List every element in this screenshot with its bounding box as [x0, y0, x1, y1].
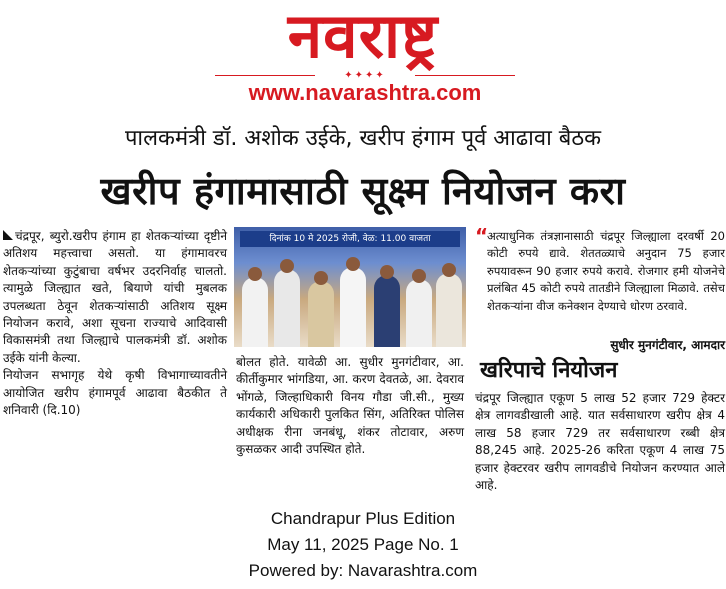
- sidebar-paragraph: चंद्रपूर जिल्ह्यात एकूण 5 लाख 52 हजार 729 हेक्टर क्षेत्र लागवडीखाली आहे. यात सर्वसाधारण खरीप क्षेत्र 4 लाख 58 हजार 729 तर सर्वसाधारण रब्बी क्षेत्र 88,245 आहे. 2025-26 करिता एकूण 4 लाख 75 हजार हेक्टरवर खरीप लागवडीचे नियोजन करण्यात आले आहे.: [475, 391, 725, 493]
- newspaper-logo: नवराष्ट्र: [287, 0, 439, 72]
- photo-person: [340, 267, 366, 347]
- article-headline: खरीप हंगामासाठी सूक्ष्म नियोजन करा: [100, 169, 626, 213]
- logo-line-right: [415, 75, 515, 76]
- photo-head: [412, 269, 426, 283]
- column-2-paragraph-1: बोलत होते. यावेळी आ. सुधीर मुनगंटीवार, आ. कीर्तीकुमार भांगडिया, आ. करण देवतळे, आ. देवराव भोंगळे, जिल्हाधिकारी विनय गौडा जी.सी., मुख्य कार्यकारी अधिकारी पुलकित सिंग, अतिरिक्त पोलिस अधीक्षक रीना जनबंधू, शंकर तोटावार, अरुण कुसळकर आदी उपस्थित होते.: [236, 355, 464, 457]
- edition-name: Chandrapur Plus Edition: [270, 509, 456, 528]
- photo-head: [346, 257, 360, 271]
- quote-mark-icon: “: [475, 224, 489, 248]
- photo-head: [314, 271, 328, 285]
- photo-person: [406, 279, 432, 347]
- column-1-paragraph-2: नियोजन सभागृह येथे कृषी विभागाच्यावतीने आयोजित खरीप हंगामपूर्व आढावा बैठकीत ते शनिवारी (दि.10): [3, 368, 227, 418]
- column-1-paragraph-1: [3, 228, 227, 367]
- photo-head: [380, 265, 394, 279]
- quote-text: अत्याधुनिक तंत्रज्ञानासाठी चंद्रपूर जिल्ह्याला दरवर्षी 20 कोटी रुपये द्यावे. शेततळ्याचे अनुदान 75 हजार रुपयावरून 90 हजार रुपये करावे. रोजगार हमी योजनेचे प्रलंबित 45 कोटी रुपये तातडीने जिल्ह्याला मिळावे. तसेच शेतकऱ्यांना वीज कनेक्शन देण्याचे धोरण ठरवावे.: [487, 229, 725, 313]
- bullet-arrow-icon: [3, 228, 13, 238]
- sidebar-body: [475, 390, 725, 494]
- article-column-1: [3, 228, 227, 419]
- photo-head: [280, 259, 294, 273]
- logo-stars: ✦✦✦✦: [344, 70, 386, 81]
- quote-author: सुधीर मुनगंटीवार, आमदार: [610, 338, 725, 352]
- edition-info: [0, 506, 726, 584]
- photo-person: [374, 275, 400, 347]
- sidebar-heading: खरिपाचे नियोजन: [480, 358, 618, 383]
- photo-head: [248, 267, 262, 281]
- article-column-2: [236, 354, 464, 458]
- logo-line-left: [215, 75, 315, 76]
- photo-banner: दिनांक 10 मे 2025 रोजी, वेळ: 11.00 वाजता: [240, 231, 460, 247]
- photo-person: [274, 269, 300, 347]
- masthead: [0, 0, 726, 118]
- meeting-photo: [234, 227, 466, 347]
- photo-person: [242, 277, 268, 347]
- photo-head: [442, 263, 456, 277]
- newspaper-url: www.navarashtra.com: [248, 80, 482, 105]
- photo-person: [436, 273, 462, 347]
- article-subheadline: पालकमंत्री डॉ. अशोक उईके, खरीप हंगाम पूर्व आढावा बैठक: [124, 126, 602, 151]
- edition-date: May 11, 2025 Page No. 1: [267, 535, 459, 554]
- powered-by: Powered by: Navarashtra.com: [248, 561, 478, 580]
- column-1-text-1: चंद्रपूर, ब्युरो.खरीप हंगाम हा शेतकऱ्यांच्या दृष्टीने अतिशय महत्त्वाचा असतो. या हंगामावरच शेतकऱ्यांच्या कुटुंबाचा वर्षभर उदरनिर्वाह चालतो. त्यामुळे जिल्ह्यात खते, बियाणे यांची मुबलक उपलब्धता ठेवून शेतकऱ्यांसाठी अतिशय सूक्ष्म नियोजन करावे, अशा सूचना राज्याचे आदिवासी विकासमंत्री तथा जिल्ह्याचे पालकमंत्री डॉ. अशोक उईके यांनी केल्या.: [3, 229, 227, 365]
- photo-person: [308, 281, 334, 347]
